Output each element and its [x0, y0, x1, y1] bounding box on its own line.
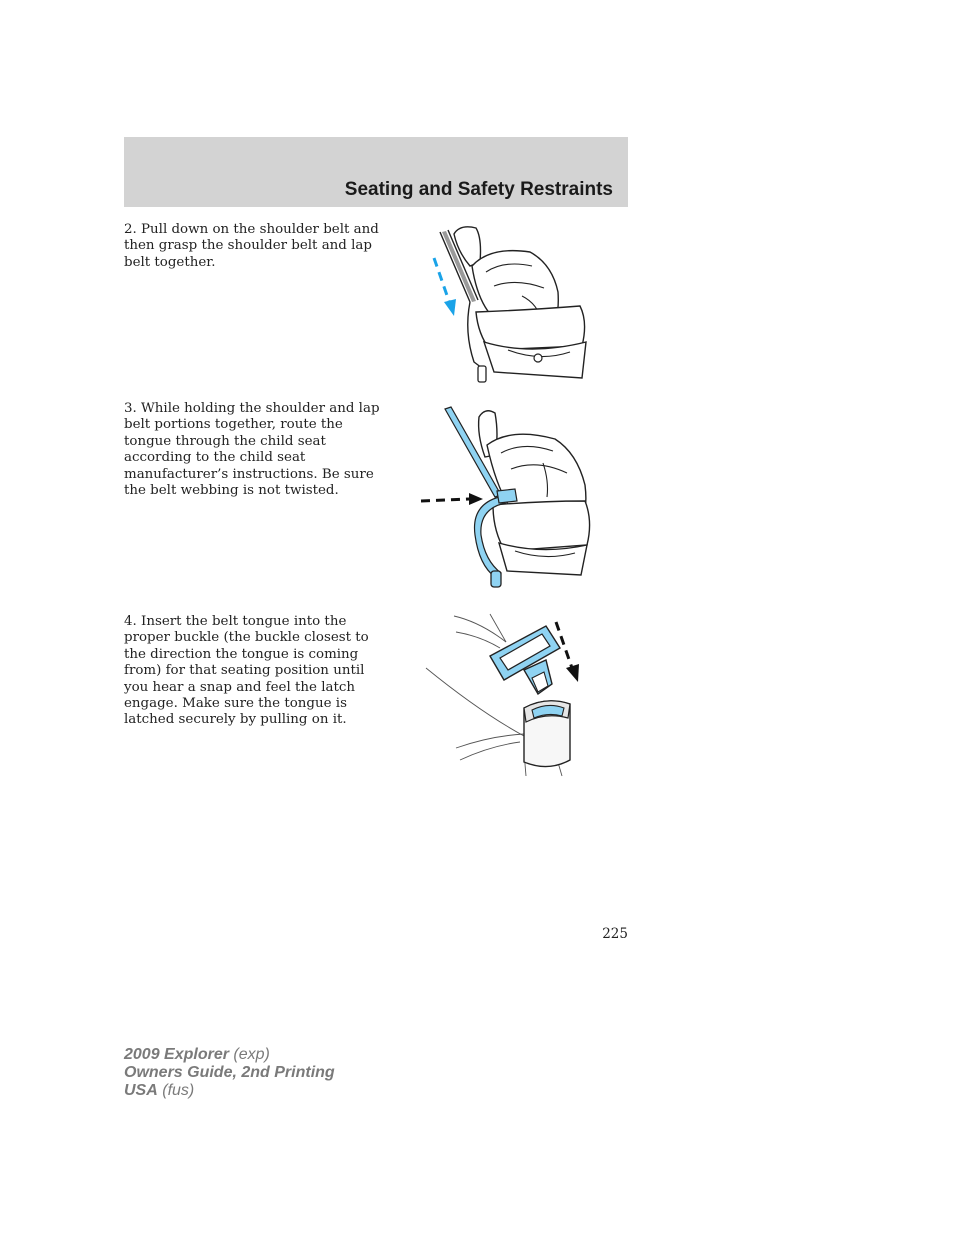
- footer-model-code: (exp): [233, 1046, 270, 1063]
- belt-tongue-buckle-illustration: [420, 612, 590, 780]
- step-3-text: 3. While holding the shoulder and lap belt portions together, route the tongue through the child seat according to the child seat manufacturer’s instructions. Be sure the belt webbing is not twisted.: [124, 401, 380, 499]
- section-header-band: [124, 137, 628, 207]
- step-2-text: 2. Pull down on the shoulder belt and then grasp the shoulder belt and lap belt together.: [124, 222, 379, 270]
- footer-region-code: (fus): [162, 1082, 195, 1099]
- section-title: Seating and Safety Restraints: [344, 179, 613, 200]
- child-seat-route-tongue-illustration: [415, 405, 595, 595]
- footer-guide-line: [124, 1064, 335, 1082]
- page-number: 225: [602, 926, 628, 942]
- footer-guide: Owners Guide, 2nd Printing: [124, 1064, 335, 1081]
- step-4-text: 4. Insert the belt tongue into the proper buckle (the buckle closest to the direction the tongue is coming from) for that seating position until you hear a snap and feel the latch engage. Make sure the tongue is latched securely by pulling on it.: [124, 614, 369, 728]
- footer-region: USA: [124, 1082, 158, 1099]
- footer-publication-info: [124, 1046, 335, 1100]
- child-seat-pull-belt-illustration: [420, 222, 595, 390]
- footer-model: 2009 Explorer: [124, 1046, 229, 1063]
- footer-model-line: [124, 1046, 335, 1064]
- footer-region-line: [124, 1082, 335, 1100]
